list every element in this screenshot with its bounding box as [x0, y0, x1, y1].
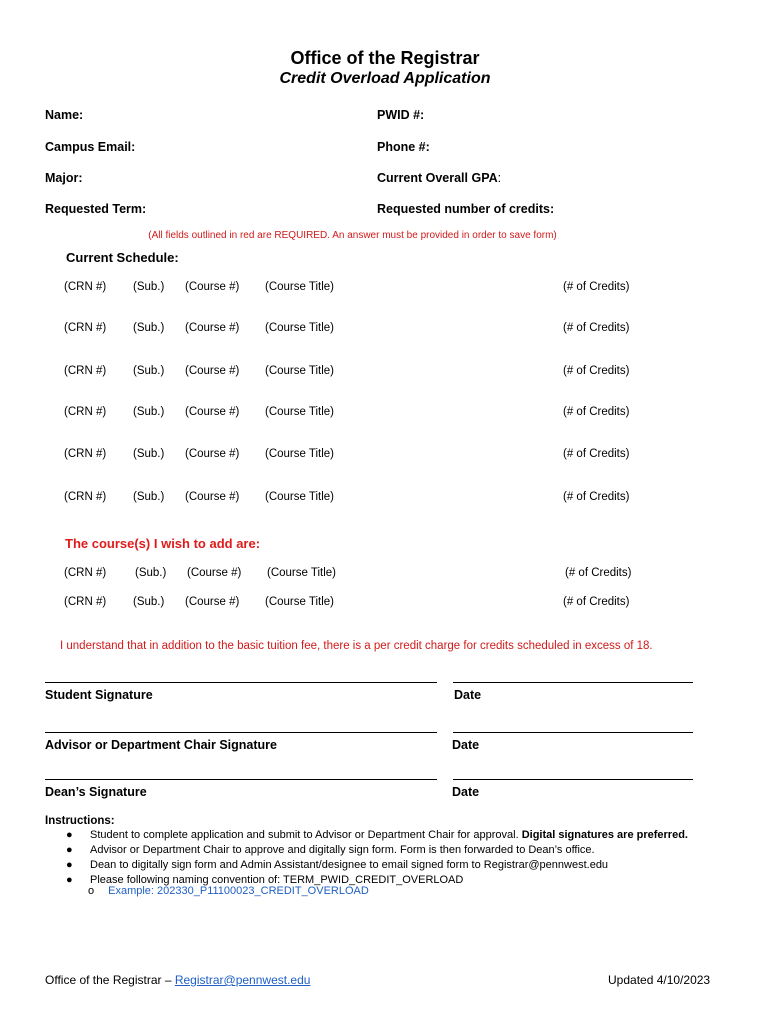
subject-field[interactable]: (Sub.)	[133, 448, 165, 460]
dean-signature-line[interactable]	[45, 779, 437, 780]
course-number-field[interactable]: (Course #)	[185, 596, 240, 608]
course-number-field[interactable]: (Course #)	[185, 365, 240, 377]
naming-example	[88, 885, 369, 897]
instruction-text: Please following naming convention of: TERM_PWID_CREDIT_OVERLOAD	[90, 874, 464, 886]
credits-field[interactable]: (# of Credits)	[563, 322, 630, 334]
course-title-field[interactable]: (Course Title)	[265, 281, 335, 293]
page-title: Office of the Registrar	[290, 48, 480, 68]
student-signature-line[interactable]	[45, 682, 437, 683]
instruction-text: Dean to digitally sign form and Admin Assistant/designee to email signed form to Registrar@pennwest.edu	[90, 859, 609, 871]
instructions-heading: Instructions:	[45, 815, 115, 827]
bullet-icon: ●	[66, 859, 73, 871]
schedule-row	[0, 448, 770, 464]
dean-signature-label: Dean’s Signature	[45, 785, 147, 799]
course-title-field[interactable]: (Course Title)	[265, 406, 335, 418]
subject-field[interactable]: (Sub.)	[135, 567, 167, 579]
phone-field[interactable]: Phone #:	[377, 140, 430, 154]
example-text: Example: 202330_P11100023_CREDIT_OVERLOAD	[108, 885, 369, 897]
course-title-field[interactable]: (Course Title)	[265, 596, 335, 608]
credits-field[interactable]: (# of Credits)	[563, 491, 630, 503]
course-number-field[interactable]: (Course #)	[187, 567, 242, 579]
course-number-field[interactable]: (Course #)	[185, 448, 240, 460]
schedule-row	[0, 491, 770, 507]
crn-field[interactable]: (CRN #)	[64, 365, 107, 377]
gpa-label: Current Overall GPA	[377, 171, 498, 185]
name-field[interactable]: Name:	[45, 108, 84, 122]
credits-field[interactable]: (# of Credits)	[563, 365, 630, 377]
crn-field[interactable]: (CRN #)	[64, 406, 107, 418]
bullet-icon: ●	[66, 829, 73, 841]
advisor-date-line[interactable]	[453, 732, 693, 733]
student-signature-label: Student Signature	[45, 688, 153, 702]
course-title-field[interactable]: (Course Title)	[265, 322, 335, 334]
footer-office	[45, 973, 310, 987]
footer-office-text: Office of the Registrar –	[45, 973, 175, 987]
page-subtitle: Credit Overload Application	[279, 70, 491, 87]
credits-field[interactable]: (# of Credits)	[565, 567, 632, 579]
gpa-field[interactable]	[377, 171, 501, 185]
bullet-icon: ●	[66, 844, 73, 856]
credits-field[interactable]: (# of Credits)	[563, 448, 630, 460]
subject-field[interactable]: (Sub.)	[133, 406, 165, 418]
subject-field[interactable]: (Sub.)	[133, 365, 165, 377]
list-item	[60, 858, 688, 873]
bullet-icon: ●	[66, 874, 73, 886]
course-number-field[interactable]: (Course #)	[185, 491, 240, 503]
add-course-row	[0, 567, 770, 583]
crn-field[interactable]: (CRN #)	[64, 567, 107, 579]
course-number-field[interactable]: (Course #)	[185, 406, 240, 418]
schedule-row	[0, 322, 770, 338]
advisor-date-label: Date	[452, 738, 480, 752]
crn-field[interactable]: (CRN #)	[64, 448, 107, 460]
course-number-field[interactable]: (Course #)	[185, 281, 240, 293]
student-date-line[interactable]	[453, 682, 693, 683]
credits-field[interactable]: (# of Credits)	[563, 406, 630, 418]
add-courses-heading: The course(s) I wish to add are:	[65, 536, 261, 551]
gpa-colon: :	[497, 171, 502, 185]
advisor-signature-label: Advisor or Department Chair Signature	[45, 738, 277, 752]
circle-bullet-icon: o	[88, 885, 95, 897]
course-title-field[interactable]: (Course Title)	[267, 567, 337, 579]
required-note: (All fields outlined in red are REQUIRED. An answer must be provided in order to save form)	[148, 230, 557, 241]
subject-field[interactable]: (Sub.)	[133, 596, 165, 608]
crn-field[interactable]: (CRN #)	[64, 596, 107, 608]
footer-updated-date: Updated 4/10/2023	[608, 973, 711, 987]
list-item	[60, 843, 688, 858]
credits-field[interactable]: (# of Credits)	[563, 596, 630, 608]
crn-field[interactable]: (CRN #)	[64, 281, 107, 293]
instruction-text: Advisor or Department Chair to approve and digitally sign form. Form is then forwarded to Dean’s office.	[90, 844, 595, 856]
subject-field[interactable]: (Sub.)	[133, 281, 165, 293]
subject-field[interactable]: (Sub.)	[133, 491, 165, 503]
crn-field[interactable]: (CRN #)	[64, 322, 107, 334]
add-course-row	[0, 596, 770, 612]
instruction-text: Student to complete application and submit to Advisor or Department Chair for approval.	[90, 829, 522, 841]
credits-field[interactable]: (# of Credits)	[563, 281, 630, 293]
course-title-field[interactable]: (Course Title)	[265, 491, 335, 503]
advisor-signature-line[interactable]	[45, 732, 437, 733]
dean-date-label: Date	[452, 785, 480, 799]
acknowledgement-checkbox-text[interactable]: I understand that in addition to the basic tuition fee, there is a per credit charge for credits scheduled in excess of 18.	[60, 640, 653, 652]
subject-field[interactable]: (Sub.)	[133, 322, 165, 334]
course-number-field[interactable]: (Course #)	[185, 322, 240, 334]
campus-email-field[interactable]: Campus Email:	[45, 140, 136, 154]
list-item	[60, 828, 688, 843]
requested-term-field[interactable]: Requested Term:	[45, 202, 147, 216]
student-date-label: Date	[454, 688, 482, 702]
crn-field[interactable]: (CRN #)	[64, 491, 107, 503]
registrar-email-link[interactable]: Registrar@pennwest.edu	[174, 973, 311, 987]
current-schedule-heading: Current Schedule:	[66, 250, 179, 265]
schedule-row	[0, 281, 770, 297]
major-field[interactable]: Major:	[45, 171, 83, 185]
course-title-field[interactable]: (Course Title)	[265, 365, 335, 377]
pwid-field[interactable]: PWID #:	[377, 108, 425, 122]
requested-credits-field[interactable]: Requested number of credits:	[377, 202, 555, 216]
instructions-list	[60, 828, 688, 888]
dean-date-line[interactable]	[453, 779, 693, 780]
schedule-row	[0, 365, 770, 381]
course-title-field[interactable]: (Course Title)	[265, 448, 335, 460]
instruction-emphasis: Digital signatures are preferred.	[521, 829, 688, 841]
schedule-row	[0, 406, 770, 422]
